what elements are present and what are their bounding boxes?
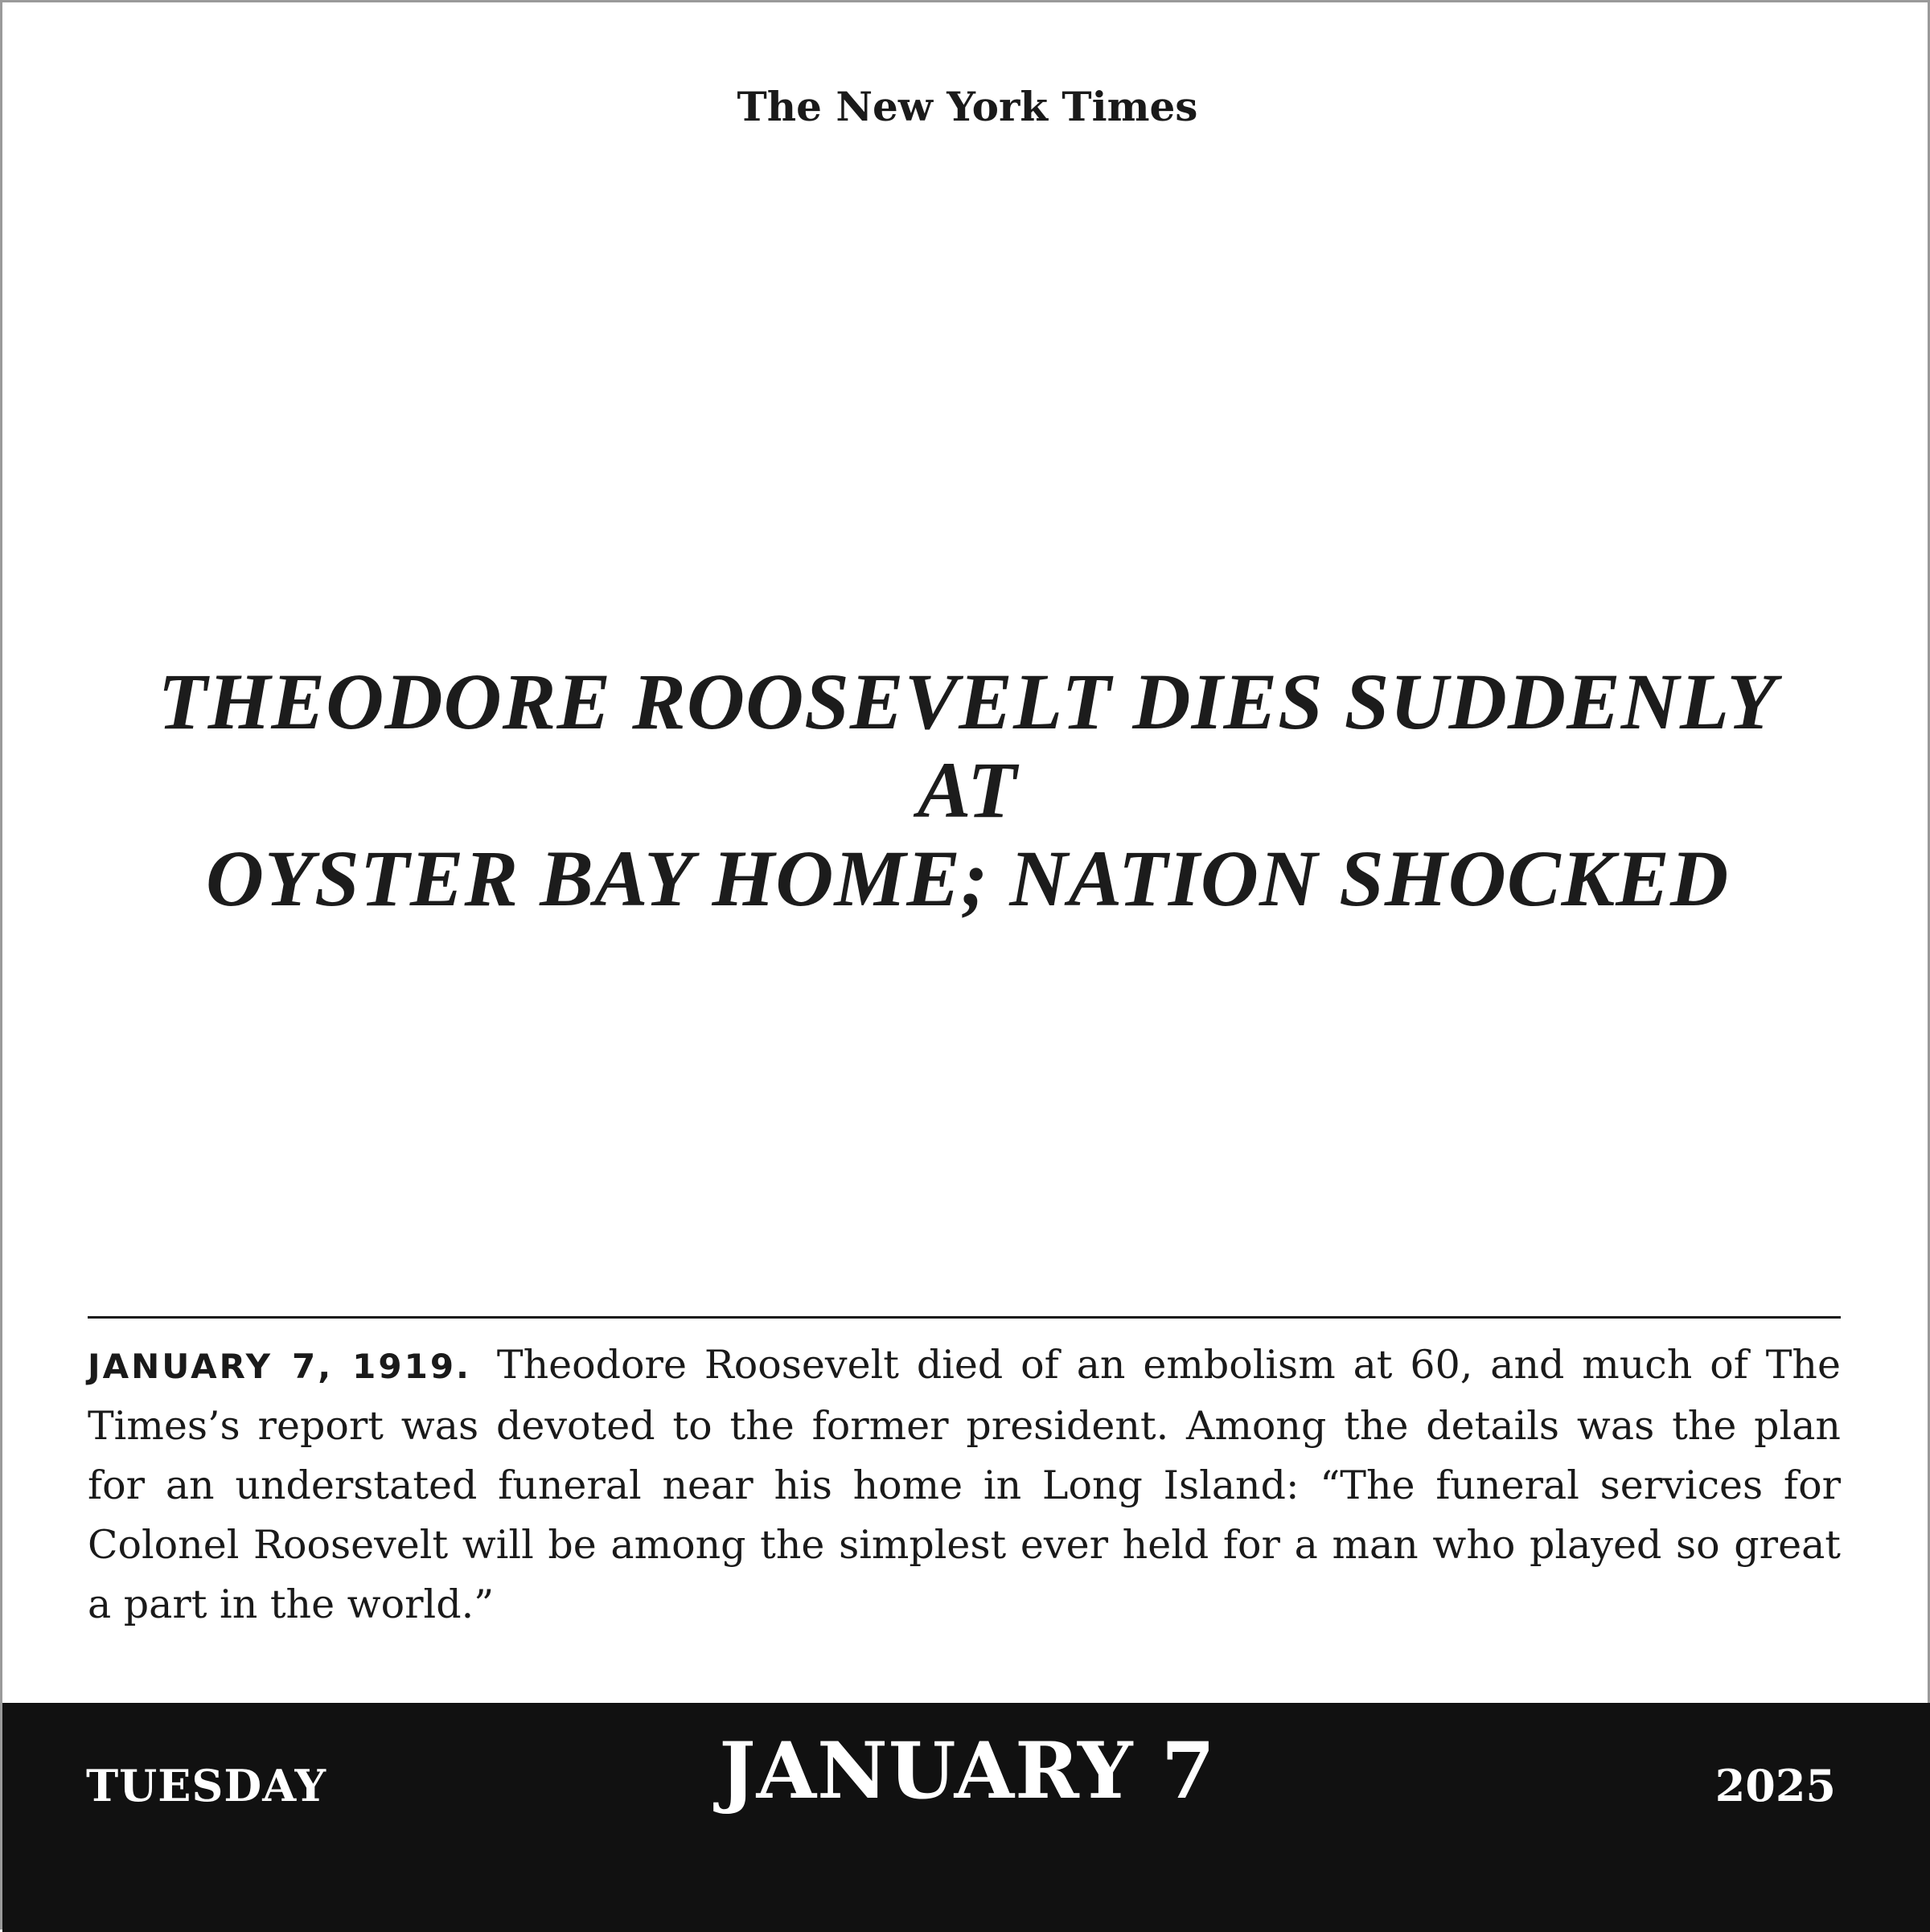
divider-rule	[88, 1316, 1841, 1319]
headline	[123, 658, 1812, 923]
masthead-logo: The New York Times	[737, 83, 1198, 130]
article-body	[88, 1335, 1841, 1635]
article-dateline: JANUARY 7, 1919.	[88, 1347, 471, 1386]
footer-year: 2025	[1714, 1760, 1836, 1811]
date-footer	[2, 1703, 1930, 1932]
article-text: Theodore Roosevelt died of an embolism at 60, and much of The Times’s report was devoted to the former president. Among the details was the plan for an understated funeral near his home in Long Island: “The funeral services for Colonel Roosevelt will be among the simplest ever held for a man who played so great a part in the world.”	[88, 1342, 1841, 1627]
footer-weekday: TUESDAY	[86, 1760, 327, 1811]
headline-line-1: THEODORE ROOSEVELT DIES SUDDENLY AT	[158, 657, 1777, 835]
footer-date: JANUARY 7	[719, 1725, 1216, 1816]
headline-line-2: OYSTER BAY HOME; NATION SHOCKED	[205, 834, 1730, 923]
